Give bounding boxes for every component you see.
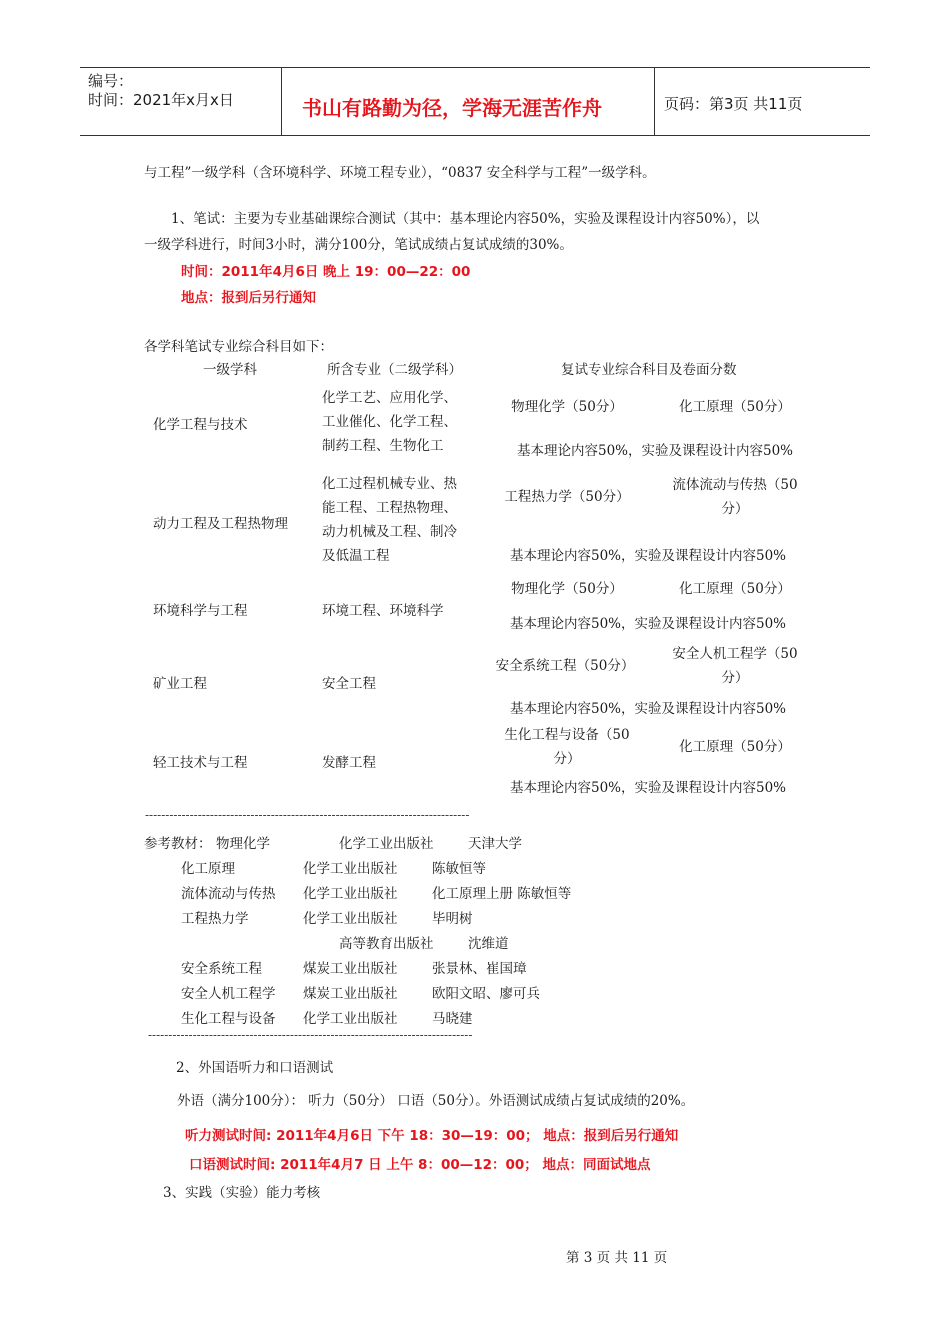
foreign-test-title: 2、外国语听力和口语测试 <box>176 1060 334 1076</box>
table-row-majors: 环境工程、环境科学 <box>322 603 444 619</box>
reference-author: 陈敏恒等 <box>432 861 486 877</box>
header-divider-right <box>654 67 655 136</box>
written-exam-place: 地点：报到后另行通知 <box>181 290 316 306</box>
table-row-subject-b: 流体流动与传热（50 分） <box>672 477 798 517</box>
header-motto: 书山有路勤为径，学海无涯苦作舟 <box>302 96 602 120</box>
reference-publisher: 化学工业出版社 <box>303 1011 398 1027</box>
reference-book: 物理化学 <box>216 836 270 852</box>
written-exam-time: 时间：2011年4月6日 晚上 19：00—22：00 <box>181 264 471 280</box>
reference-book: 安全人机工程学 <box>181 986 276 1002</box>
written-exam-text-cont: 一级学科进行，时间3小时，满分100分，笔试成绩占复试成绩的30%。 <box>144 237 573 253</box>
table-row-majors: 发酵工程 <box>322 755 376 771</box>
reference-publisher: 化学工业出版社 <box>339 836 434 852</box>
reference-author: 毕明树 <box>432 911 473 927</box>
reference-publisher: 化学工业出版社 <box>303 886 398 902</box>
practice-title: 3、实践（实验）能力考核 <box>163 1185 321 1201</box>
table-row-majors: 化工过程机械专业、热 能工程、工程热物理、 动力机械及工程、制冷 及低温工程 <box>322 476 457 564</box>
table-row-subject-a: 生化工程与设备（50 分） <box>504 727 630 767</box>
paragraph-line: 与工程”一级学科（含环境科学、环境工程专业），“0837 安全科学与工程”一级学科。 <box>144 165 656 181</box>
reference-author: 欧阳文昭、廖可兵 <box>432 986 540 1002</box>
reference-author: 化工原理上册 陈敏恒等 <box>432 886 572 902</box>
reference-author: 张景林、崔国璋 <box>432 961 527 977</box>
reference-author: 天津大学 <box>468 836 522 852</box>
doc-number-label: 编号： <box>88 72 134 90</box>
doc-date-label: 时间：2021年x月x日 <box>88 91 234 109</box>
subjects-intro: 各学科笔试专业综合科目如下： <box>144 339 333 355</box>
header-bottom-rule <box>80 135 870 136</box>
reference-book: 流体流动与传热 <box>181 886 276 902</box>
table-row-subject-a: 物理化学（50分） <box>511 399 623 415</box>
table-row-ratio: 基本理论内容50%，实验及课程设计内容50% <box>510 701 787 717</box>
reference-book: 生化工程与设备 <box>181 1011 276 1027</box>
table-row-discipline: 环境科学与工程 <box>153 603 248 619</box>
table-row-subject-a: 工程热力学（50分） <box>504 489 630 505</box>
reference-book: 工程热力学 <box>181 911 249 927</box>
listening-test-schedule: 听力测试时间: 2011年4月6日 下午 18：30—19：00； 地点：报到后另行通知 <box>185 1128 679 1144</box>
table-row-ratio: 基本理论内容50%，实验及课程设计内容50% <box>510 548 787 564</box>
footer-page-number: 第 3 页 共 11 页 <box>566 1250 668 1266</box>
table-header-discipline: 一级学科 <box>203 362 257 378</box>
table-row-majors: 安全工程 <box>322 676 376 692</box>
reference-publisher: 化学工业出版社 <box>303 911 398 927</box>
reference-publisher: 煤炭工业出版社 <box>303 986 398 1002</box>
reference-author: 沈维道 <box>468 936 509 952</box>
table-row-majors: 化学工艺、应用化学、 工业催化、化学工程、 制药工程、生物化工 <box>322 390 457 454</box>
table-row-subject-b: 化工原理（50分） <box>679 739 791 755</box>
table-row-ratio: 基本理论内容50%，实验及课程设计内容50% <box>517 443 794 459</box>
table-row-discipline: 动力工程及工程热物理 <box>153 516 288 532</box>
table-header-subjects: 复试专业综合科目及卷面分数 <box>561 362 737 378</box>
header-divider-left <box>281 67 282 136</box>
table-row-ratio: 基本理论内容50%，实验及课程设计内容50% <box>510 780 787 796</box>
reference-book: 安全系统工程 <box>181 961 262 977</box>
reference-publisher: 高等教育出版社 <box>339 936 434 952</box>
reference-publisher: 化学工业出版社 <box>303 861 398 877</box>
table-row-subject-a: 安全系统工程（50分） <box>495 658 635 674</box>
written-exam-text: 1、笔试：主要为专业基础课综合测试（其中：基本理论内容50%，实验及课程设计内容50%），以 <box>171 211 760 227</box>
divider-top: -------------------------------------------------------------------------------- <box>145 808 470 822</box>
table-row-discipline: 轻工技术与工程 <box>153 755 248 771</box>
table-row-discipline: 化学工程与技术 <box>153 417 248 433</box>
table-row-subject-b: 化工原理（50分） <box>679 399 791 415</box>
oral-test-schedule: 口语测试时间: 2011年4月7 日 上午 8：00—12：00； 地点：同面试地点 <box>189 1157 651 1173</box>
table-header-majors: 所含专业（二级学科） <box>327 362 462 378</box>
references-label: 参考教材： <box>144 836 212 852</box>
divider-bottom: -------------------------------------------------------------------------------- <box>148 1028 473 1042</box>
reference-publisher: 煤炭工业出版社 <box>303 961 398 977</box>
table-row-subject-b: 化工原理（50分） <box>679 581 791 597</box>
reference-author: 马晓建 <box>432 1011 473 1027</box>
table-row-discipline: 矿业工程 <box>153 676 207 692</box>
header-page-label: 页码：第3页 共11页 <box>664 95 803 113</box>
table-row-ratio: 基本理论内容50%，实验及课程设计内容50% <box>510 616 787 632</box>
reference-book: 化工原理 <box>181 861 235 877</box>
table-row-subject-a: 物理化学（50分） <box>511 581 623 597</box>
table-row-subject-b: 安全人机工程学（50 分） <box>672 646 798 686</box>
header-top-rule <box>80 67 870 68</box>
foreign-test-desc: 外语（满分100分）： 听力（50分） 口语（50分）。外语测试成绩占复试成绩的20%。 <box>177 1093 695 1109</box>
